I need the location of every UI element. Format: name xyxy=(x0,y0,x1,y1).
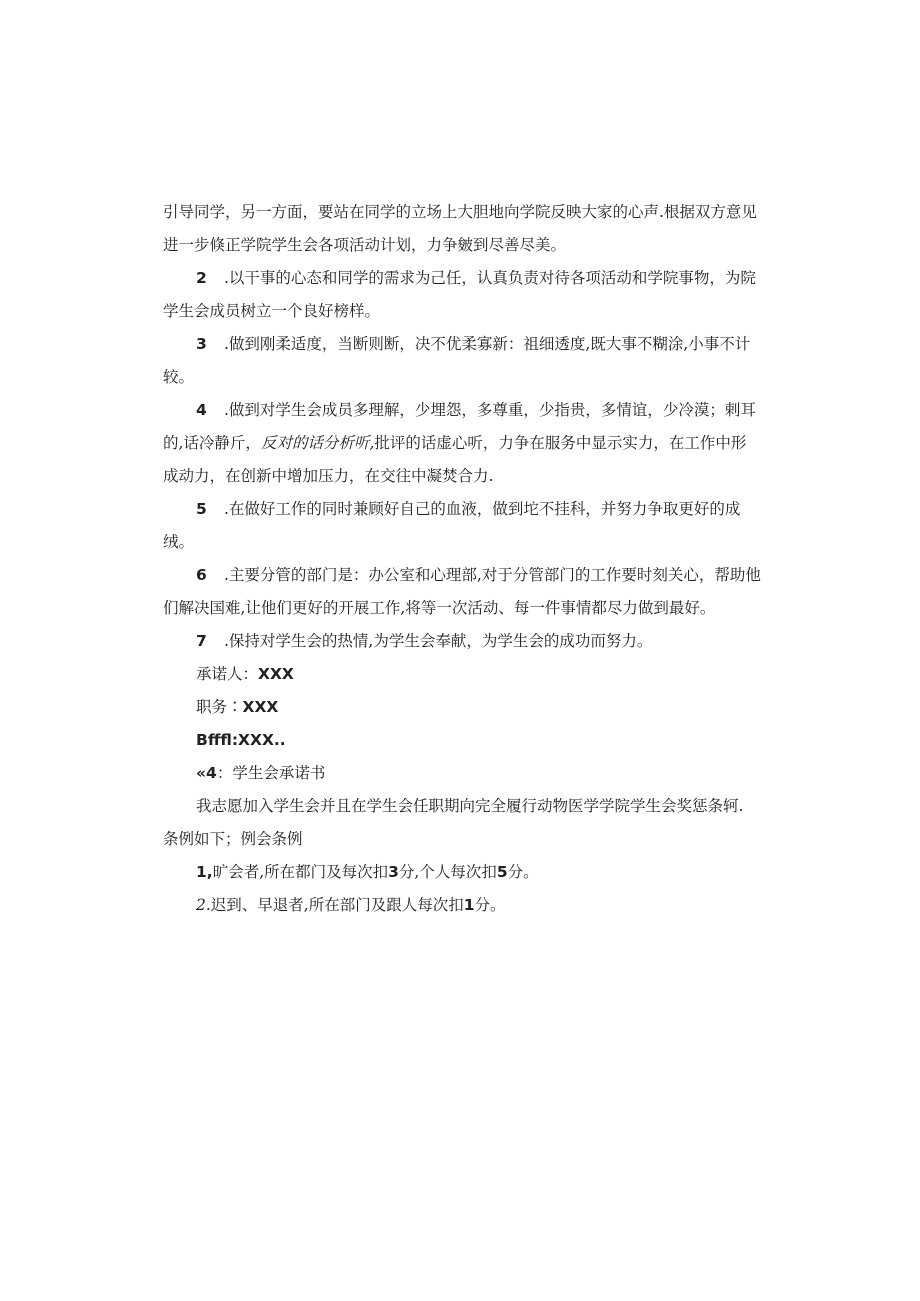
item-text: 成动力，在创新中增加压力，在交往中凝焚合力. xyxy=(163,467,494,485)
item-number: 6 xyxy=(196,566,207,584)
section-heading xyxy=(163,757,763,790)
rule-text: 分。 xyxy=(507,863,539,881)
item-4-line-1 xyxy=(163,394,763,427)
intro-line-1 xyxy=(163,196,763,229)
item-3-line-1 xyxy=(163,328,763,361)
item-number: 4 xyxy=(196,401,207,419)
item-text: .以干事的心态和同学的需求为己任，认真负责对待各项活动和学院事物，为院 xyxy=(224,269,756,287)
item-number: 5 xyxy=(196,500,207,518)
position-label: 职务∶ xyxy=(196,698,243,716)
section-para-line-1 xyxy=(163,790,763,823)
item-2-line-2 xyxy=(163,295,763,328)
item-6-line-1 xyxy=(163,559,763,592)
signature-position xyxy=(163,691,763,724)
rule-2 xyxy=(163,889,763,922)
intro-text-1: 引导同学，另一方面，要站在同学的立场上大胆地向学院反映大家的心声.根据双方意见 xyxy=(163,203,757,221)
rule-points: 1 xyxy=(463,896,475,914)
item-4-line-3 xyxy=(163,460,763,493)
item-text: 绒。 xyxy=(163,533,195,551)
rule-text: 旷会者,所在都门及每次扣 xyxy=(212,863,389,881)
item-5-line-1 xyxy=(163,493,763,526)
promiser-value: XXX xyxy=(258,665,294,683)
item-number: 3 xyxy=(196,335,207,353)
intro-line-2 xyxy=(163,229,763,262)
item-6-line-2 xyxy=(163,592,763,625)
item-number: 2 xyxy=(196,269,207,287)
item-text: .做到刚柔适度，当断则断，决不优柔寡新：祖细透度,既大事不糊涂,小事不计 xyxy=(224,335,751,353)
item-text: 们解决国难,让他们更好的开展工作,将等一次活动、每一件事情都尽力做到最好。 xyxy=(163,599,716,617)
date-text: Bfffl:XXX.. xyxy=(196,731,286,749)
item-text: .保持对学生会的热情,为学生会奉献，为学生会的成功而努力。 xyxy=(224,632,653,650)
item-7-line-1 xyxy=(163,625,763,658)
item-5-line-2 xyxy=(163,526,763,559)
rule-text: 迟到、早退者,所在部门及跟人每次扣 xyxy=(210,896,464,914)
item-text: 的,话冷静斤， xyxy=(163,434,261,452)
position-value: XXX xyxy=(242,698,279,716)
promiser-label: 承诺人： xyxy=(196,665,259,683)
section-para-text: 我志愿加入学生会并且在学生会任职期向完全履行动物医学学院学生会奖惩条轲. xyxy=(196,797,744,815)
rule-text: 分。 xyxy=(474,896,506,914)
signature-promiser xyxy=(163,658,763,691)
item-4-line-2 xyxy=(163,427,763,460)
item-2-line-1 xyxy=(163,262,763,295)
intro-text-2: 进一步倏正学院学生会各项活动计划，力争皴到尽善尽美。 xyxy=(163,236,567,254)
document-body xyxy=(163,196,763,922)
rule-points: 5 xyxy=(496,863,508,881)
section-marker: «4 xyxy=(196,764,217,782)
section-title: ：学生会承诺书 xyxy=(216,764,326,782)
item-number: 7 xyxy=(196,632,207,650)
section-para-line-2 xyxy=(163,823,763,856)
rule-text: 分,个人每次扣 xyxy=(398,863,497,881)
item-text-italic: 反对的话分析听, xyxy=(260,434,375,452)
item-text: .做到对学生会成员多理解，少埋怨，多尊重，少指贵，多情谊，少冷漠；剌耳 xyxy=(224,401,756,419)
signature-date xyxy=(163,724,763,757)
rule-1 xyxy=(163,856,763,889)
item-text: .在做好工作的同时兼顾好自己的血液，做到坨不挂科，并努力争取更好的成 xyxy=(224,500,741,518)
item-text: .主要分管的部门是：办公室和心理部,对于分管部门的工作要时刻关心，帮助他 xyxy=(224,566,761,584)
item-text: 批评的话虚心听，力争在服务中显示实力，在工作中形 xyxy=(374,434,747,452)
item-text: 学生会成员树立一个良好榜样。 xyxy=(163,302,381,320)
section-para-text: 条例如下；例会条例 xyxy=(163,830,303,848)
item-text: 较。 xyxy=(163,368,195,386)
rule-number: 1, xyxy=(196,863,213,881)
rule-number: 2. xyxy=(196,896,211,914)
rule-points: 3 xyxy=(388,863,399,881)
item-3-line-2 xyxy=(163,361,763,394)
